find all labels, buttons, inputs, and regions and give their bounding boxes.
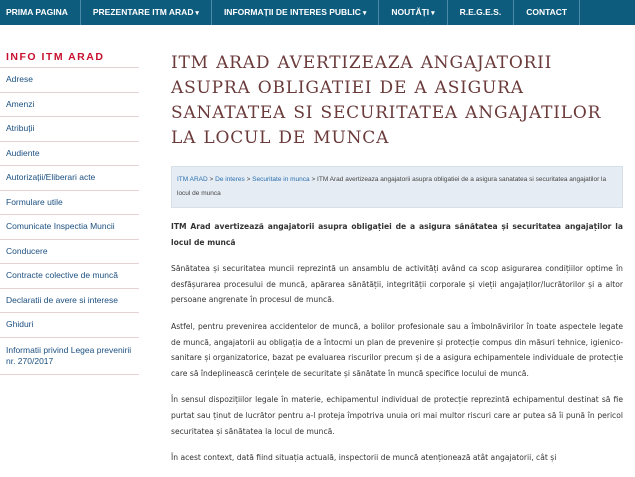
article-paragraph: Astfel, pentru prevenirea accidentelor de muncă, a bolilor profesionale sau a îmbolnăvirilor în toate aspectele legate de muncă, angajatorii au obligația de a întocmi un plan de prevenire și protecție compus din măsuri tehnice, igienico-sanitare și organizatorice, bazat pe evaluarea riscurilor precum și de a asigura echipamentele individuale de protecție care să îndeplinească cerințele de securitate și sănătate în muncă specifice locului de muncă. [171,321,623,378]
breadcrumb-separator: > [311,176,318,183]
breadcrumb-separator: > [209,176,216,183]
nav-prezentare-itm-arad[interactable]: PREZENTARE ITM ARAD ▾ [81,0,212,25]
sidebar-item-conducere[interactable]: Conducere [0,240,139,265]
sidebar-item-amenzi[interactable]: Amenzi [0,93,139,118]
page-title: ITM ARAD AVERTIZEAZA ANGAJATORII ASUPRA OBLIGATIEI DE A ASIGURA SANATATEA SI SECURITATEA ANGAJATILOR LA LOCUL DE MUNCA [171,53,602,148]
nav-noutati[interactable]: NOUTĂȚI ▾ [379,0,447,25]
article-paragraph: În acest context, dată fiind situația actuală, inspectorii de muncă atenționează atât angajatorii, cât și [171,453,557,463]
breadcrumb-item-securitate[interactable]: Securitate in munca [252,176,310,183]
top-navigation [0,0,635,25]
breadcrumb-current: ITM Arad avertizeaza angajatorii asupra obligatiei de a asigura sanatatea si securitatea angajatilor la locul de munca [177,176,607,197]
article-paragraph: În sensul dispozițiilor legale în materie, echipamentul individual de protecție reprezintă echipamentul destinat să fie purtat sau ținut de lucrător pentru a-l proteja împotriva unuia ori mai multor riscuri care ar putea să îi pună în pericol securitatea și sănătatea la locul de muncă. [171,395,623,436]
sidebar-item-audiente[interactable]: Audiente [0,142,139,167]
nav-prima-pagina[interactable]: PRIMA PAGINA [0,0,81,25]
sidebar-item-contracte-colective[interactable]: Contracte colective de muncă [0,264,139,289]
sidebar-item-declaratii-avere[interactable]: Declaratii de avere si interese [0,289,139,314]
sidebar-title: INFO ITM ARAD [0,44,139,68]
sidebar-item-legea-prevenirii[interactable]: Informatii privind Legea prevenirii nr. 270/2017 [0,338,139,375]
article-paragraph: Sănătatea și securitatea muncii reprezintă un ansamblu de activități având ca scop asigurarea condițiilor optime în desfășurarea procesului de muncă, apărarea sănătății, integrității corporale și vieții angajaților/lucrătorilor și a altor persoane angrenate în procesul de muncă. [171,264,623,305]
nav-contact[interactable]: CONTACT [514,0,580,25]
sidebar-item-ghiduri[interactable]: Ghiduri [0,313,139,338]
sidebar-item-formulare-utile[interactable]: Formulare utile [0,191,139,216]
nav-reges[interactable]: R.E.G.E.S. [448,0,515,25]
sidebar-item-comunicate[interactable]: Comunicate Inspectia Muncii [0,215,139,240]
breadcrumb-item-de-interes[interactable]: De interes [215,176,245,183]
breadcrumb [171,166,623,208]
sidebar-item-adrese[interactable]: Adrese [0,68,139,93]
article-lead: ITM Arad avertizează angajatorii asupra obligației de a asigura sănătatea și securitatea angajaților la locul de muncă [171,222,623,247]
breadcrumb-separator: > [246,176,253,183]
nav-informatii-interes-public[interactable]: INFORMAȚII DE INTERES PUBLIC ▾ [212,0,379,25]
sidebar [0,44,139,375]
sidebar-item-atributii[interactable]: Atribuții [0,117,139,142]
sidebar-item-autorizatii[interactable]: Autorizații/Eliberari acte [0,166,139,191]
breadcrumb-item-itm-arad[interactable]: ITM ARAD [177,176,208,183]
article-content [171,44,623,477]
